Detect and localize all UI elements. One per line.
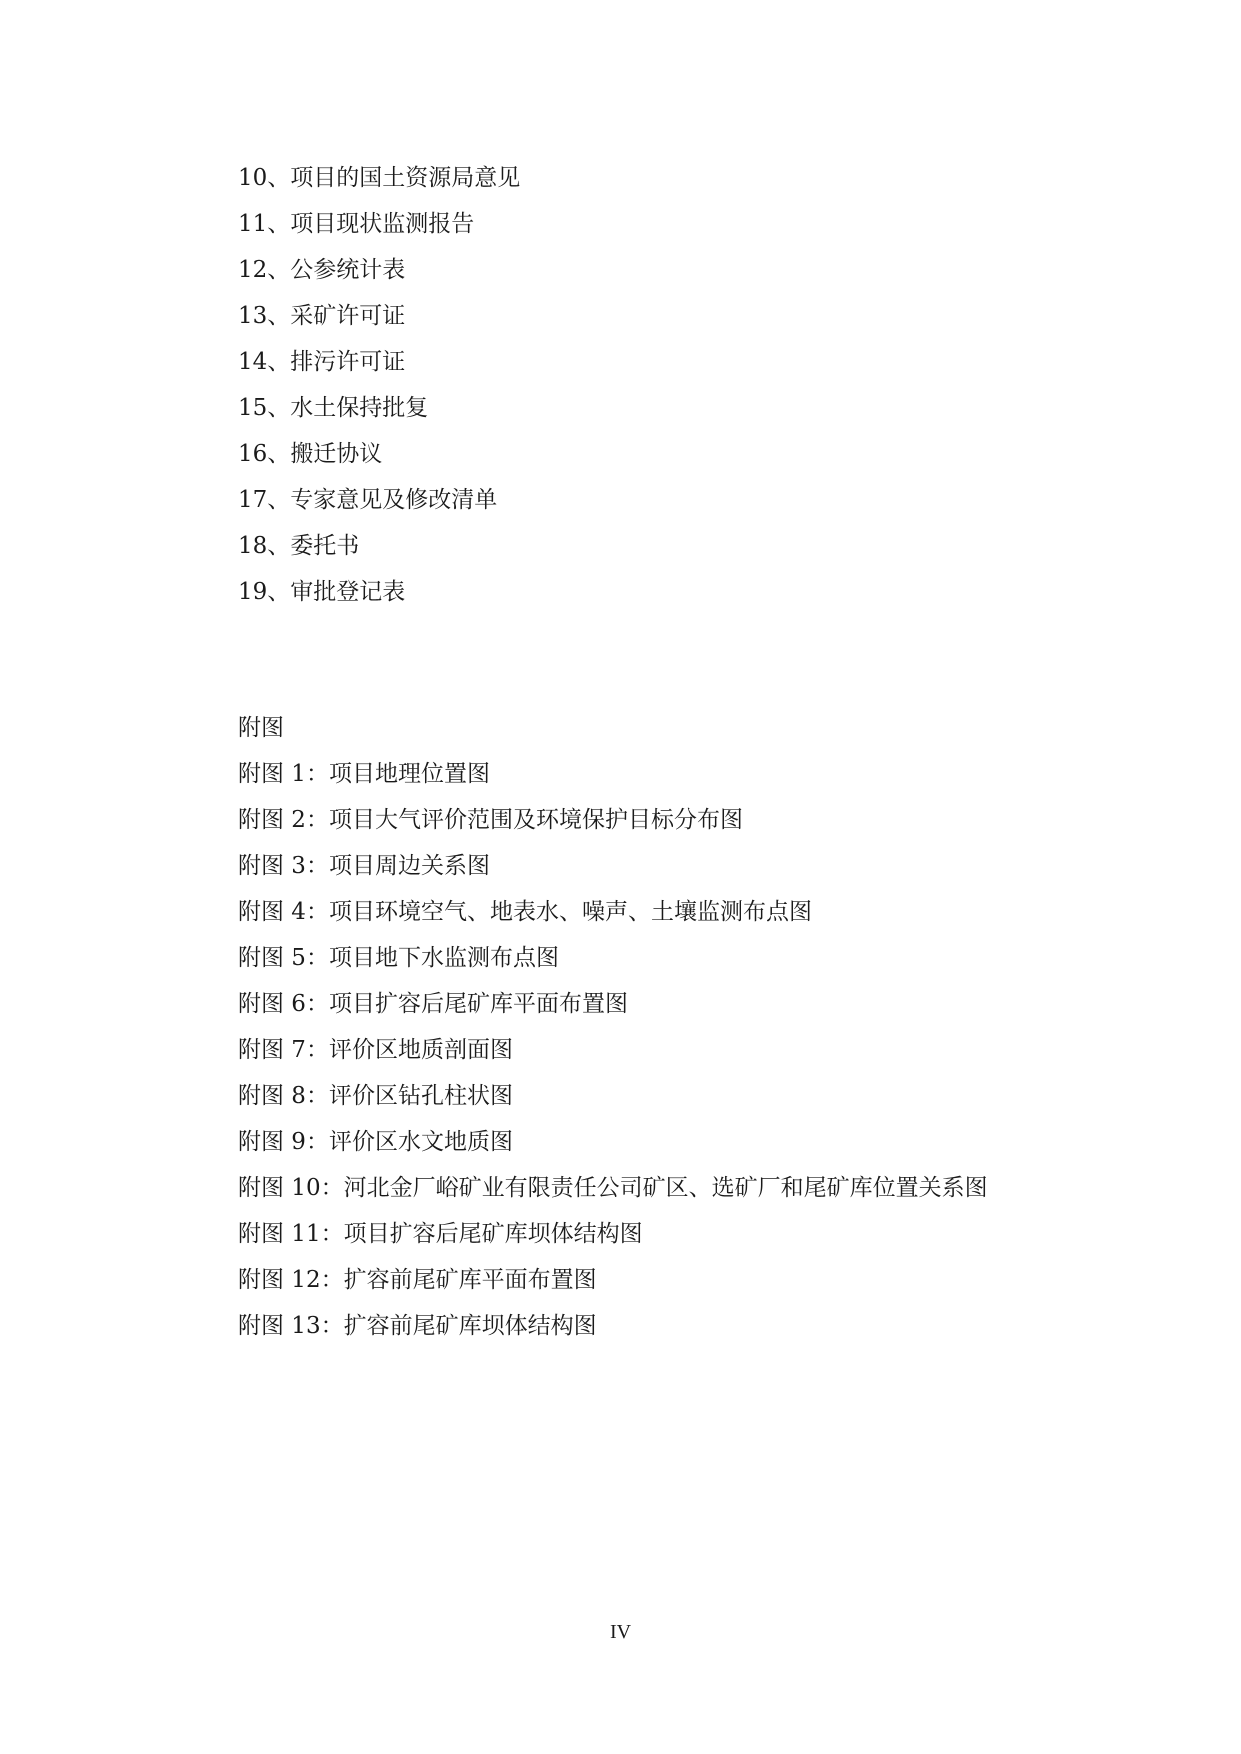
list-item: 10、项目的国土资源局意见 <box>238 165 521 191</box>
list-item: 15、水土保持批复 <box>238 395 429 421</box>
list-item: 附图 11：项目扩容后尾矿库坝体结构图 <box>238 1221 643 1247</box>
list-item: 13、采矿许可证 <box>238 303 406 329</box>
list-item: 附图 10：河北金厂峪矿业有限责任公司矿区、选矿厂和尾矿库位置关系图 <box>238 1175 988 1201</box>
list-item: 17、专家意见及修改清单 <box>238 487 498 513</box>
list-item: 16、搬迁协议 <box>238 441 383 467</box>
list-item: 附图 12：扩容前尾矿库平面布置图 <box>238 1267 597 1293</box>
list-item: 附图 2：项目大气评价范围及环境保护目标分布图 <box>238 807 743 833</box>
list-item: 附图 1：项目地理位置图 <box>238 761 490 787</box>
attachment-list <box>238 155 520 615</box>
figure-list <box>238 705 988 1349</box>
list-item: 19、审批登记表 <box>238 579 406 605</box>
page-number: IV <box>609 1621 632 1643</box>
list-item: 11、项目现状监测报告 <box>238 211 475 237</box>
list-item: 附图 5：项目地下水监测布点图 <box>238 945 559 971</box>
list-item: 18、委托书 <box>238 533 360 559</box>
list-item: 附图 13：扩容前尾矿库坝体结构图 <box>238 1313 597 1339</box>
list-item: 附图 6：项目扩容后尾矿库平面布置图 <box>238 991 628 1017</box>
section-heading: 附图 <box>238 715 284 741</box>
list-item: 12、公参统计表 <box>238 257 406 283</box>
list-item: 附图 3：项目周边关系图 <box>238 853 490 879</box>
list-item: 附图 8：评价区钻孔柱状图 <box>238 1083 513 1109</box>
list-item: 附图 7：评价区地质剖面图 <box>238 1037 513 1063</box>
list-item: 附图 9：评价区水文地质图 <box>238 1129 513 1155</box>
list-item: 附图 4：项目环境空气、地表水、噪声、土壤监测布点图 <box>238 899 812 925</box>
list-item: 14、排污许可证 <box>238 349 406 375</box>
